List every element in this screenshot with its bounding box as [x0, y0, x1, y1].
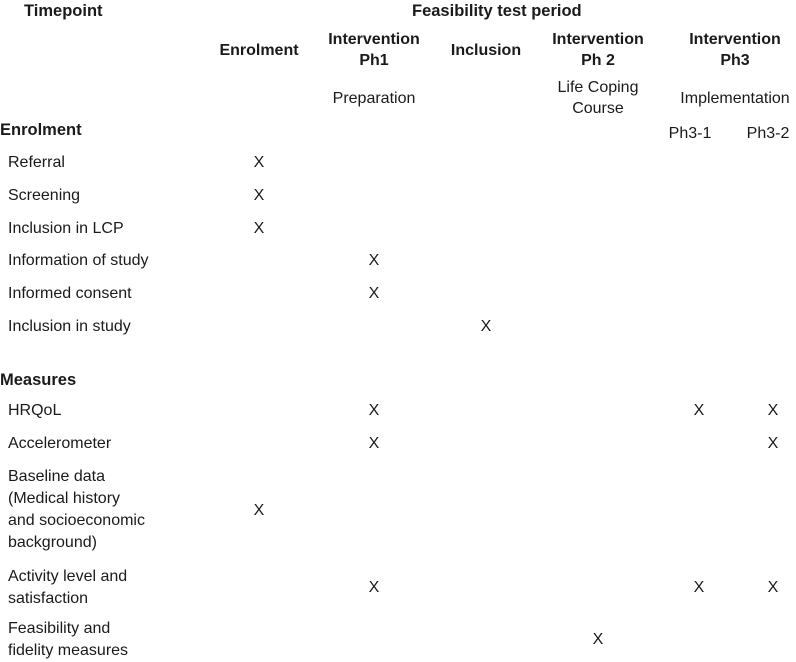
row-label: Informed consent	[8, 285, 132, 302]
column-subheader-4: Implementation	[680, 90, 790, 107]
row-label: Inclusion in LCP	[8, 220, 124, 237]
mark-x: X	[480, 318, 492, 335]
mark-x: X	[253, 220, 265, 237]
period-header: Feasibility test period	[412, 2, 582, 20]
column-subheader-1: Preparation	[332, 90, 416, 107]
mark-x: X	[253, 502, 265, 519]
mark-x: X	[592, 631, 604, 648]
row-label: Accelerometer	[8, 435, 112, 452]
row-label: Feasibility and fidelity measures	[8, 620, 129, 659]
mark-x: X	[368, 402, 380, 419]
column-subheader-3: Life Coping Course	[557, 79, 639, 117]
row-label: HRQoL	[8, 402, 62, 419]
section-title-measures: Measures	[0, 371, 77, 389]
mark-x: X	[368, 579, 380, 596]
row-label: Activity level and satisfaction	[8, 568, 128, 607]
mark-x: X	[253, 154, 265, 171]
row-label: Information of study	[8, 252, 149, 269]
mark-x: X	[693, 579, 705, 596]
mark-x: X	[368, 252, 380, 269]
column-header-1: Intervention Ph1	[328, 31, 420, 69]
mark-x: X	[767, 402, 779, 419]
mark-x: X	[693, 402, 705, 419]
column-header-3: Intervention Ph 2	[552, 31, 644, 69]
mark-x: X	[368, 285, 380, 302]
mark-x: X	[767, 579, 779, 596]
mark-x: X	[767, 435, 779, 452]
row-label: Inclusion in study	[8, 318, 131, 335]
ph3-subcolumn-1: Ph3-2	[746, 125, 790, 142]
row-label: Referral	[8, 154, 65, 171]
ph3-subcolumn-0: Ph3-1	[668, 125, 712, 142]
column-header-2: Inclusion	[450, 42, 522, 59]
mark-x: X	[253, 187, 265, 204]
column-header-4: Intervention Ph3	[689, 31, 781, 69]
column-header-0: Enrolment	[219, 42, 299, 59]
row-label: Baseline data (Medical history and socioeconomic background)	[8, 468, 145, 551]
mark-x: X	[368, 435, 380, 452]
row-label: Screening	[8, 187, 81, 204]
section-title-enrolment: Enrolment	[0, 121, 82, 139]
timepoint-header: Timepoint	[24, 2, 103, 20]
